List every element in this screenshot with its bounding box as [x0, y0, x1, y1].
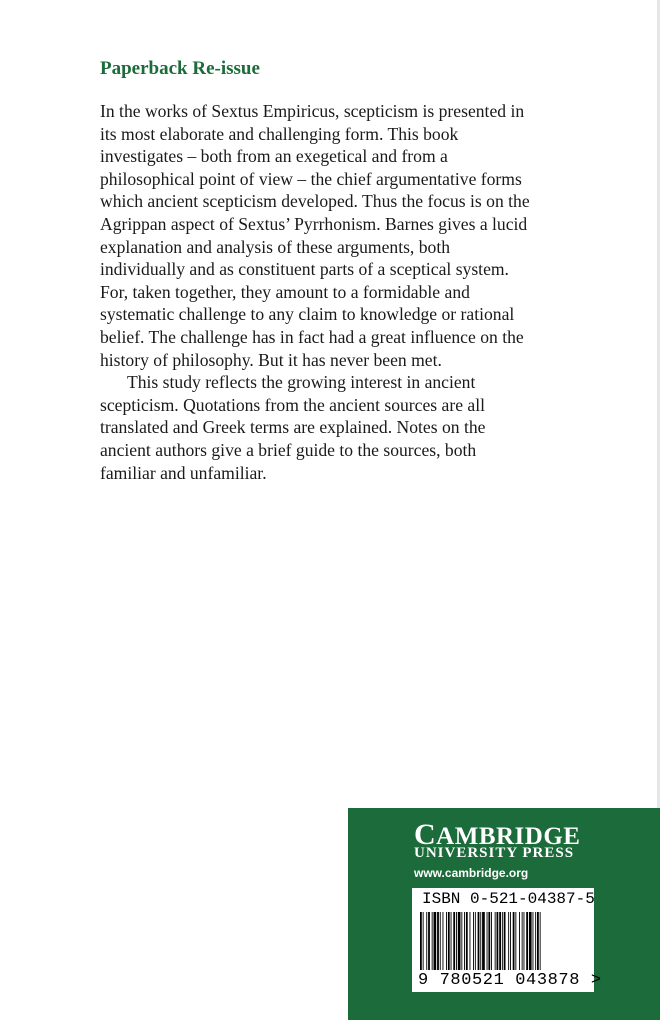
blurb-line: Agrippan aspect of Sextus’ Pyrrhonism. Barnes gives a lucid — [100, 213, 528, 234]
blurb-line: explanation and analysis of these arguments, both — [100, 236, 451, 257]
barcode-bar — [475, 912, 476, 970]
blurb-line: its most elaborate and challenging form. This book — [100, 123, 459, 144]
publisher-subtitle: UNIVERSITY PRESS — [414, 845, 575, 861]
barcode-bar — [499, 912, 501, 970]
blurb-line: ancient authors give a brief guide to the sources, both — [100, 439, 477, 460]
barcode-bar — [488, 912, 490, 970]
barcode-bar — [510, 912, 511, 970]
barcode-bars — [420, 912, 586, 970]
barcode-bar — [519, 912, 520, 970]
barcode-bar — [529, 912, 532, 970]
barcode-box — [412, 888, 602, 992]
blurb-line: translated and Greek terms are explained. Notes on the — [100, 417, 486, 438]
barcode-bar — [434, 912, 437, 970]
barcode-bar — [513, 912, 515, 970]
barcode-bar — [453, 912, 455, 970]
ean-number: 9 780521 043878 > — [418, 971, 602, 990]
barcode-bar — [451, 912, 452, 970]
barcode-bar — [491, 912, 492, 970]
barcode-bar — [461, 912, 462, 970]
publisher-name-rest: AMBRIDGE — [436, 823, 581, 850]
barcode-bar — [478, 912, 480, 970]
barcode-bar — [437, 912, 439, 970]
barcode-bar — [423, 912, 424, 970]
blurb-line: In the works of Sextus Empiricus, scepticism is presented in — [100, 101, 525, 121]
barcode-bar — [515, 912, 516, 970]
barcode-bar — [473, 912, 474, 970]
barcode-bar — [458, 912, 461, 970]
barcode-bar — [487, 912, 488, 970]
blurb-paragraph-1 — [100, 100, 560, 371]
barcode-bar — [464, 912, 465, 970]
barcode-bar — [497, 912, 499, 970]
blurb-paragraph-2 — [100, 371, 560, 394]
barcode-bar — [443, 912, 444, 970]
publisher-panel — [348, 808, 660, 1020]
blurb-line: systematic challenge to any claim to knowledge or rational — [100, 304, 515, 325]
barcode-bar — [426, 912, 427, 970]
barcode-bar — [432, 912, 433, 970]
barcode-bar — [428, 912, 430, 970]
barcode-bar — [533, 912, 534, 970]
barcode-bar — [522, 912, 523, 970]
publisher-name-initial: C — [414, 818, 437, 851]
barcode-bar — [448, 912, 450, 970]
barcode-bar — [482, 912, 485, 970]
blurb-line: scepticism. Quotations from the ancient sources are all — [100, 394, 485, 415]
barcode-bar — [420, 912, 422, 970]
barcode-bar — [456, 912, 457, 970]
barcode-bar — [537, 912, 539, 970]
barcode-bar — [495, 912, 496, 970]
blurb-line: For, taken together, they amount to a formidable and — [100, 281, 470, 302]
blurb-line: individually and as constituent parts of a sceptical system. — [100, 259, 509, 280]
publisher-website: www.cambridge.org — [414, 866, 529, 880]
reissue-heading: Paperback Re-issue — [100, 58, 260, 79]
blurb-line: investigates – both from an exegetical and from a — [100, 146, 448, 167]
barcode-bar — [540, 912, 541, 970]
blurb-line: philosophical point of view – the chief argumentative forms — [100, 168, 522, 189]
barcode-bar — [480, 912, 481, 970]
barcode-bar — [502, 912, 503, 970]
barcode-bar — [504, 912, 506, 970]
barcode-bar — [508, 912, 509, 970]
barcode-bar — [446, 912, 447, 970]
barcode-bar — [466, 912, 468, 970]
barcode-bar — [470, 912, 471, 970]
blurb-paragraph-2-continued — [100, 394, 560, 484]
barcode-bar — [440, 912, 441, 970]
blurb-text — [100, 100, 560, 484]
blurb-line: This study reflects the growing interest in ancient — [127, 372, 476, 393]
barcode-bar — [524, 912, 525, 970]
blurb-line: belief. The challenge has in fact had a great influence on the — [100, 326, 524, 347]
barcode-bar — [535, 912, 536, 970]
barcode-bar — [526, 912, 528, 970]
blurb-line: history of philosophy. But it has never been met. — [100, 349, 442, 370]
blurb-line: which ancient scepticism developed. Thus the focus is on the — [100, 191, 530, 212]
isbn-label: ISBN 0-521-04387-5 — [422, 890, 595, 908]
blurb-line: familiar and unfamiliar. — [100, 462, 267, 483]
